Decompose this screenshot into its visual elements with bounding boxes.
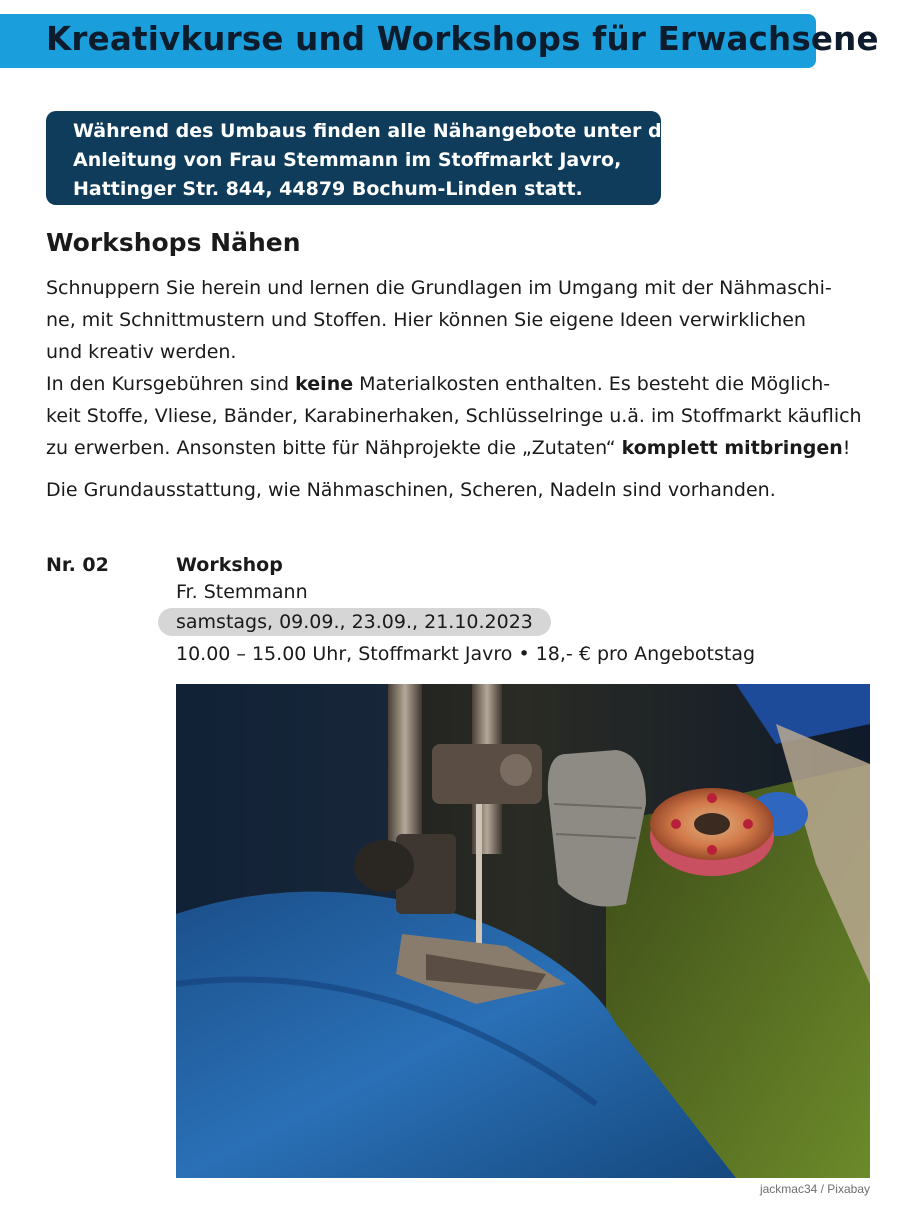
relocation-notice: [46, 111, 684, 205]
paragraph-line: zu erwerben. Ansonsten bitte für Nähprojekte die „Zutaten“ komplett mitbringen!: [46, 437, 851, 459]
course-time-place-price: 10.00 – 15.00 Uhr, Stoffmarkt Javro • 18,- € pro Angebotstag: [176, 643, 756, 665]
notice-line: Hattinger Str. 844, 44879 Bochum-Linden statt.: [73, 178, 583, 200]
title-banner: [0, 14, 879, 68]
emphasis-keine: keine: [295, 373, 354, 395]
sewing-machine-photo: [176, 684, 870, 1178]
page-title: Kreativkurse und Workshops für Erwachsene: [46, 20, 879, 58]
paragraph-line: ne, mit Schnittmustern und Stoffen. Hier können Sie eigene Ideen verwirklichen: [46, 309, 806, 331]
paragraph-line: In den Kursgebühren sind keine Materialkosten enthalten. Es besteht die Möglich-: [46, 373, 831, 395]
paragraph-line: und kreativ werden.: [46, 341, 237, 363]
notice-line: Während des Umbaus finden alle Nähangebote unter der: [73, 120, 684, 142]
course-title: Workshop: [176, 554, 283, 576]
course-details: [176, 553, 755, 671]
equipment-note: Die Grundausstattung, wie Nähmaschinen, Scheren, Nadeln sind vorhanden.: [46, 479, 776, 501]
course-dates: samstags, 09.09., 23.09., 21.10.2023: [158, 608, 551, 636]
course-number: Nr. 02: [46, 554, 109, 576]
paragraph-line: Schnuppern Sie herein und lernen die Grundlagen im Umgang mit der Nähmaschi-: [46, 277, 832, 299]
course-teacher: Fr. Stemmann: [176, 581, 308, 603]
paragraph-line: keit Stoffe, Vliese, Bänder, Karabinerhaken, Schlüsselringe u.ä. im Stoffmarkt käuflich: [46, 405, 862, 427]
section-body: [46, 272, 896, 506]
photo-credit: jackmac34 / Pixabay: [759, 1182, 870, 1196]
emphasis-mitbringen: komplett mitbringen: [621, 437, 843, 459]
section-heading: Workshops Nähen: [46, 228, 301, 257]
notice-text: [73, 117, 684, 204]
notice-line: Anleitung von Frau Stemmann im Stoffmarkt Javro,: [73, 149, 622, 171]
